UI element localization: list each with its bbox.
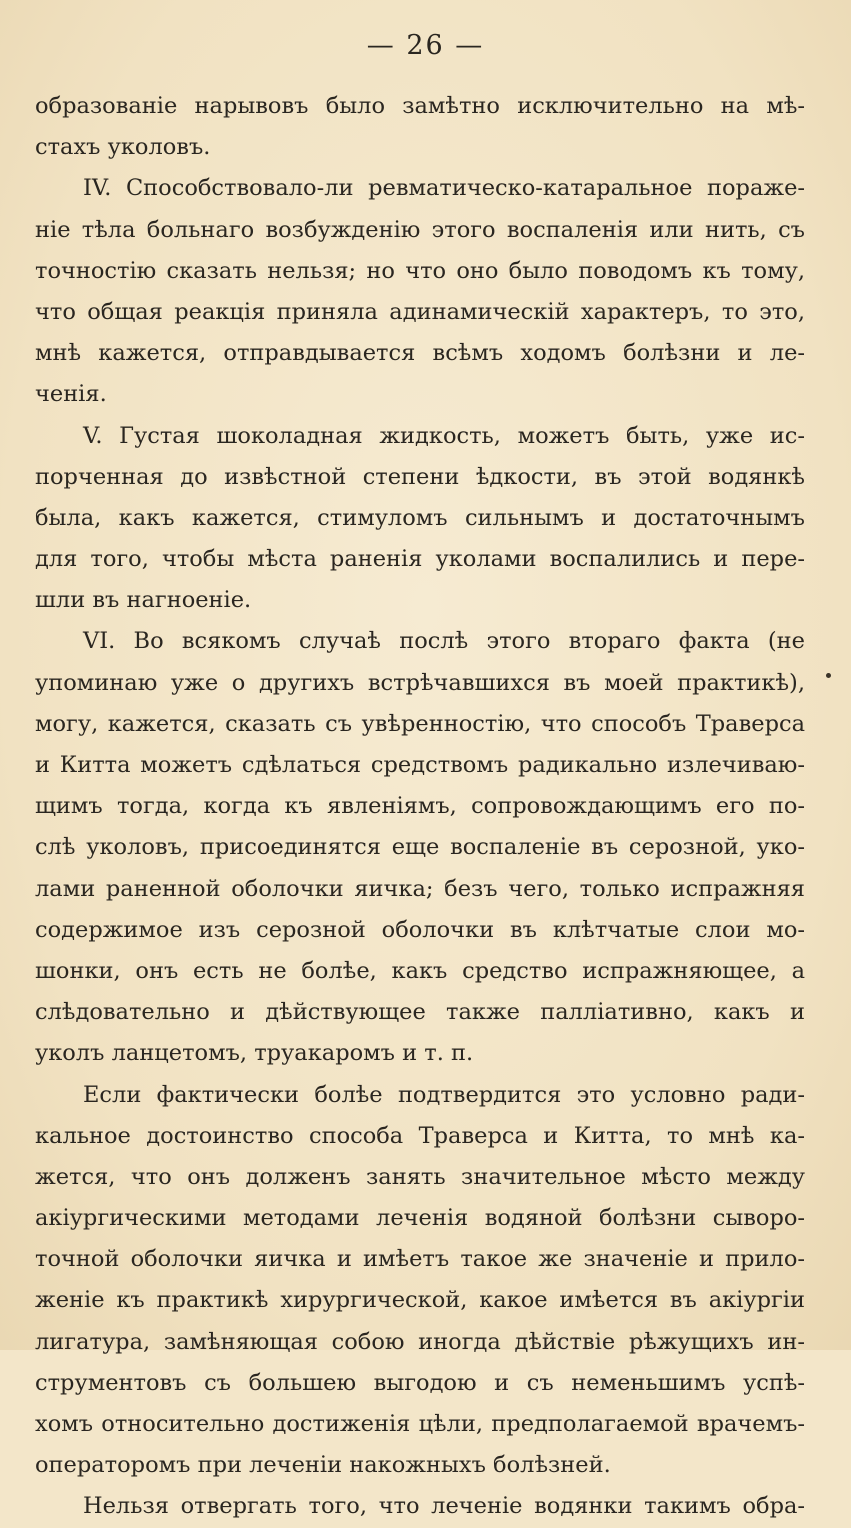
text-line: была, какъ кажется, стимуломъ сильнымъ и достаточнымъ	[35, 504, 805, 531]
text-line: порченная до извѣстной степени ѣдкости, въ этой водянкѣ	[35, 463, 805, 490]
text-line: ченія.	[35, 381, 107, 408]
text-line: V. Густая шоколадная жидкость, можетъ быть, уже ис-	[83, 422, 805, 449]
text-line: лами раненной оболочки яичка; безъ чего, только испражняя	[35, 875, 805, 902]
text-line: для того, чтобы мѣста раненія уколами воспалились и пере-	[35, 546, 805, 573]
text-line: щимъ тогда, когда къ явленіямъ, сопровождающимъ его по-	[35, 793, 805, 820]
text-line: струментовъ съ большею выгодою и съ неменьшимъ успѣ-	[35, 1369, 805, 1396]
text-line: ніе тѣла больнаго возбужденію этого воспаленія или нить, съ	[35, 216, 805, 243]
text-line: мнѣ кажется, отправдывается всѣмъ ходомъ болѣзни и ле-	[35, 340, 805, 367]
text-line: хомъ относительно достиженія цѣли, предполагаемой врачемъ-	[35, 1411, 805, 1437]
text-line: Нельзя отвергать того, что леченіе водянки такимъ обра-	[83, 1493, 805, 1520]
text-line: Если фактически болѣе подтвердится это условно ради-	[83, 1081, 805, 1108]
text-line: женіе къ практикѣ хирургической, какое имѣется въ акіургіи	[35, 1287, 805, 1314]
text-line: жется, что онъ долженъ занять значительное мѣсто между	[35, 1163, 805, 1190]
body-text	[35, 86, 805, 1528]
text-line: что общая реакція приняла адинамическій характеръ, то это,	[35, 298, 805, 325]
text-line: образованіе нарывовъ было замѣтно исключительно на мѣ-	[35, 93, 805, 119]
text-line: содержимое изъ серозной оболочки въ клѣтчатые слои мо-	[35, 916, 805, 943]
text-line: кальное достоинство способа Траверса и Китта, то мнѣ ка-	[35, 1122, 805, 1149]
text-line: могу, кажется, сказать съ увѣренностію, что способъ Траверса	[35, 710, 805, 737]
text-line: слѣдовательно и дѣйствующее также палліативно, какъ и	[35, 999, 805, 1026]
page-number: — 26 —	[366, 30, 485, 61]
text-line: точностію сказать нельзя; но что оно было поводомъ къ тому,	[35, 257, 805, 284]
text-line: упоминаю уже о другихъ встрѣчавшихся въ моей практикѣ),	[35, 669, 805, 696]
text-line: операторомъ при леченіи накожныхъ болѣзней.	[35, 1452, 611, 1479]
text-line: уколъ ланцетомъ, труакаромъ и т. п.	[35, 1040, 474, 1067]
text-line: шонки, онъ есть не болѣе, какъ средство испражняющее, а	[35, 957, 805, 984]
text-line: шли въ нагноеніе.	[35, 587, 252, 614]
text-line: стахъ уколовъ.	[35, 134, 211, 161]
text-line: IV. Способствовало-ли ревматическо-катаральное пораже-	[83, 175, 805, 202]
text-line: VI. Во всякомъ случаѣ послѣ этого втораго факта (не	[83, 628, 805, 655]
text-line: точной оболочки яичка и имѣетъ такое же значеніе и прило-	[35, 1246, 805, 1273]
text-line: лигатура, замѣняющая собою иногда дѣйствіе рѣжущихъ ин-	[35, 1328, 805, 1355]
ink-speck	[826, 673, 831, 678]
text-line: и Китта можетъ сдѣлаться средствомъ радикально излечиваю-	[35, 752, 805, 778]
text-line: акіургическими методами леченія водяной болѣзни сыворо-	[35, 1205, 805, 1232]
text-line: слѣ уколовъ, присоединятся еще воспаленіе въ серозной, уко-	[35, 834, 805, 861]
